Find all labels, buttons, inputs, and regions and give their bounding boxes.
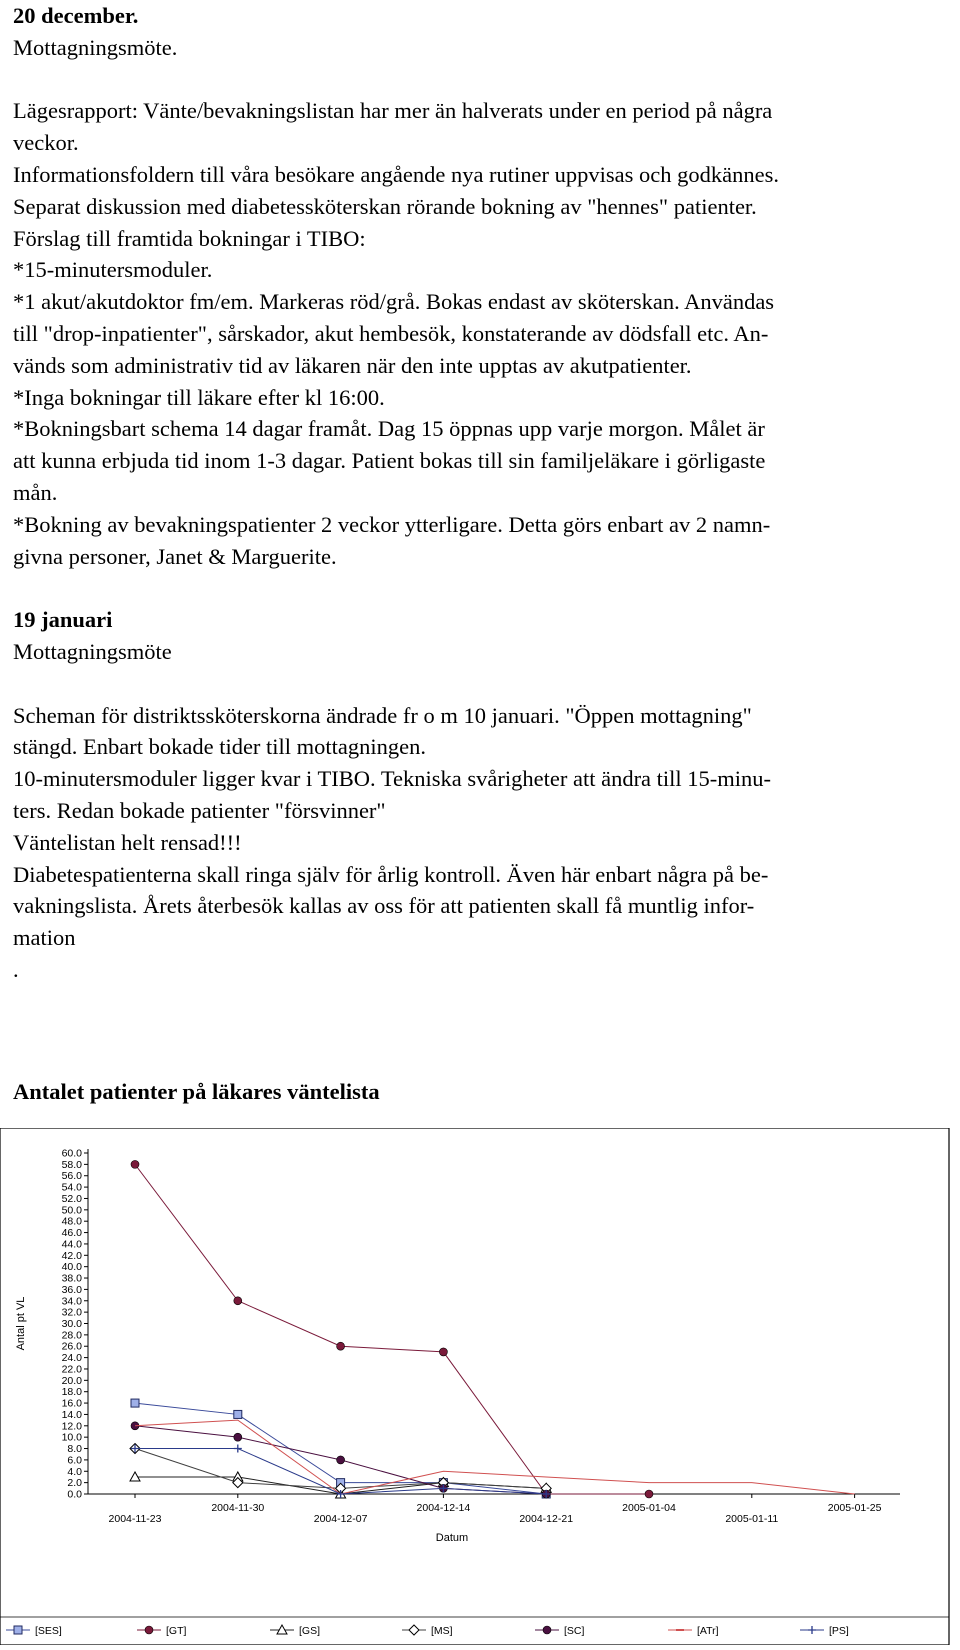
- x-axis-title: Datum: [435, 1532, 469, 1544]
- y-tick-label: 10.0: [61, 1431, 82, 1444]
- paragraph-line: *Bokningsbart schema 14 dagar framåt. Dag 15 öppnas upp varje morgon. Målet är: [13, 416, 765, 442]
- paragraph-line: Informationsfoldern till våra besökare angående nya rutiner uppvisas och godkännes.: [13, 161, 779, 187]
- y-tick-label: 12.0: [61, 1420, 82, 1433]
- y-tick-label: 26.0: [61, 1340, 82, 1353]
- y-tick-label: 16.0: [61, 1397, 82, 1410]
- data-point: [234, 1433, 242, 1441]
- y-tick-label: 8.0: [67, 1443, 82, 1456]
- y-tick-label: 0.0: [67, 1488, 82, 1501]
- y-tick-label: 58.0: [61, 1158, 82, 1171]
- y-tick-label: 2.0: [67, 1477, 82, 1490]
- paragraph-line: *1 akut/akutdoktor fm/em. Markeras röd/grå. Bokas endast av sköterskan. Användas: [13, 289, 775, 315]
- y-tick-label: 22.0: [61, 1363, 82, 1376]
- y-tick-label: 28.0: [61, 1329, 82, 1342]
- x-tick-label: 2004-12-14: [416, 1502, 471, 1514]
- section-meeting-title: Mottagningsmöte: [13, 638, 172, 664]
- paragraph-line: Scheman för distriktssköterskorna ändrade fr o m 10 januari. "Öppen mottagning": [13, 702, 752, 728]
- y-tick-label: 14.0: [61, 1408, 82, 1421]
- legend-label: [ATr]: [697, 1625, 719, 1637]
- x-tick-label: 2004-11-23: [108, 1513, 162, 1525]
- paragraph-line: *Bokning av bevakningspatienter 2 veckor ytterligare. Detta görs enbart av 2 namn-: [13, 511, 771, 537]
- legend-marker: [14, 1626, 22, 1634]
- legend-marker: [145, 1626, 153, 1634]
- y-tick-label: 60.0: [61, 1147, 82, 1160]
- y-tick-label: 46.0: [61, 1227, 82, 1240]
- paragraph-line: Förslag till framtida bokningar i TIBO:: [13, 225, 366, 251]
- section-20-december: [13, 0, 948, 572]
- paragraph-line: 10-minutersmoduler ligger kvar i TIBO. Tekniska svårigheter att ändra till 15-minu-: [13, 766, 772, 792]
- waiting-list-chart: [0, 1128, 960, 1645]
- x-tick-label: 2005-01-25: [827, 1502, 882, 1514]
- legend-label: [GS]: [299, 1625, 321, 1637]
- y-tick-label: 38.0: [61, 1272, 82, 1285]
- paragraph-line: vänds som administrativ tid av läkaren när den inte upptas av akutpatienter.: [13, 352, 692, 378]
- paragraph-line: mation: [13, 925, 76, 951]
- y-tick-label: 30.0: [61, 1318, 82, 1330]
- y-tick-label: 34.0: [61, 1295, 82, 1308]
- legend-label: [SC]: [564, 1625, 585, 1637]
- paragraph-line: till "drop-inpatienter", sårskador, akut hembesök, konstaterande av dödsfall etc. An-: [13, 320, 769, 346]
- y-tick-label: 6.0: [67, 1454, 82, 1467]
- data-point: [337, 1456, 345, 1464]
- data-point: [337, 1342, 345, 1350]
- x-tick-label: 2004-12-21: [519, 1513, 574, 1525]
- y-tick-label: 54.0: [61, 1181, 82, 1194]
- chart-svg: [0, 1128, 960, 1645]
- paragraph-line: Diabetespatienterna skall ringa själv för årlig kontroll. Även här enbart några på be-: [13, 861, 769, 887]
- section-date: 20 december.: [13, 3, 139, 28]
- legend-label: [GT]: [166, 1625, 187, 1637]
- y-tick-label: 56.0: [61, 1170, 82, 1183]
- y-tick-label: 52.0: [61, 1192, 82, 1205]
- chart-heading: Antalet patienter på läkares väntelista: [13, 1079, 380, 1104]
- paragraph-line: *15-minutersmoduler.: [13, 257, 213, 283]
- legend-label: [SES]: [35, 1625, 62, 1637]
- y-tick-label: 18.0: [61, 1386, 82, 1399]
- data-point: [645, 1490, 653, 1498]
- y-tick-label: 44.0: [61, 1238, 82, 1251]
- y-tick-label: 36.0: [61, 1283, 82, 1296]
- y-tick-label: 32.0: [61, 1306, 82, 1319]
- x-tick-label: 2005-01-11: [725, 1513, 779, 1525]
- y-tick-label: 40.0: [61, 1261, 82, 1274]
- y-tick-label: 42.0: [61, 1249, 82, 1262]
- x-tick-label: 2004-12-07: [313, 1513, 368, 1525]
- legend-label: [MS]: [431, 1625, 453, 1637]
- paragraph-line: Separat diskussion med diabetessköterskan rörande bokning av "hennes" patienter.: [13, 193, 757, 219]
- y-tick-label: 20.0: [61, 1374, 82, 1387]
- paragraph-line: vakningslista. Årets återbesök kallas av oss för att patienten skall få muntlig infor-: [13, 893, 755, 919]
- paragraph-line: veckor.: [13, 130, 79, 156]
- y-tick-label: 48.0: [61, 1215, 82, 1228]
- y-axis-title: Antal pt VL: [15, 1296, 27, 1351]
- paragraph-line: mån.: [13, 479, 58, 505]
- x-tick-label: 2004-11-30: [211, 1502, 265, 1514]
- x-tick-label: 2005-01-04: [622, 1502, 676, 1514]
- data-point: [234, 1410, 242, 1418]
- paragraph-line: Väntelistan helt rensad!!!: [13, 829, 242, 855]
- legend-label: [PS]: [829, 1625, 849, 1637]
- y-tick-label: 4.0: [67, 1465, 82, 1478]
- paragraph-line: ters. Redan bokade patienter "försvinner": [13, 797, 386, 823]
- paragraph-line: Lägesrapport: Vänte/bevakningslistan har mer än halverats under en period på några: [13, 98, 773, 124]
- y-tick-label: 50.0: [61, 1204, 82, 1217]
- paragraph-line: givna personer, Janet & Marguerite.: [13, 543, 337, 569]
- y-tick-label: 24.0: [61, 1352, 82, 1365]
- paragraph-line: stängd. Enbart bokade tider till mottagningen.: [13, 734, 427, 760]
- paragraph-line: .: [13, 956, 19, 982]
- section-19-januari: [13, 604, 948, 986]
- document-body: [13, 0, 948, 986]
- section-meeting-title: Mottagningsmöte.: [13, 34, 178, 60]
- data-point: [234, 1297, 242, 1305]
- paragraph-line: *Inga bokningar till läkare efter kl 16:00.: [13, 384, 385, 410]
- legend-marker: [543, 1626, 551, 1634]
- data-point: [439, 1348, 447, 1356]
- paragraph-line: att kunna erbjuda tid inom 1-3 dagar. Patient bokas till sin familjeläkare i görligaste: [13, 448, 766, 474]
- data-point: [131, 1160, 139, 1168]
- chart-frame: [0, 1128, 949, 1645]
- data-point: [131, 1399, 139, 1407]
- section-date: 19 januari: [13, 607, 113, 633]
